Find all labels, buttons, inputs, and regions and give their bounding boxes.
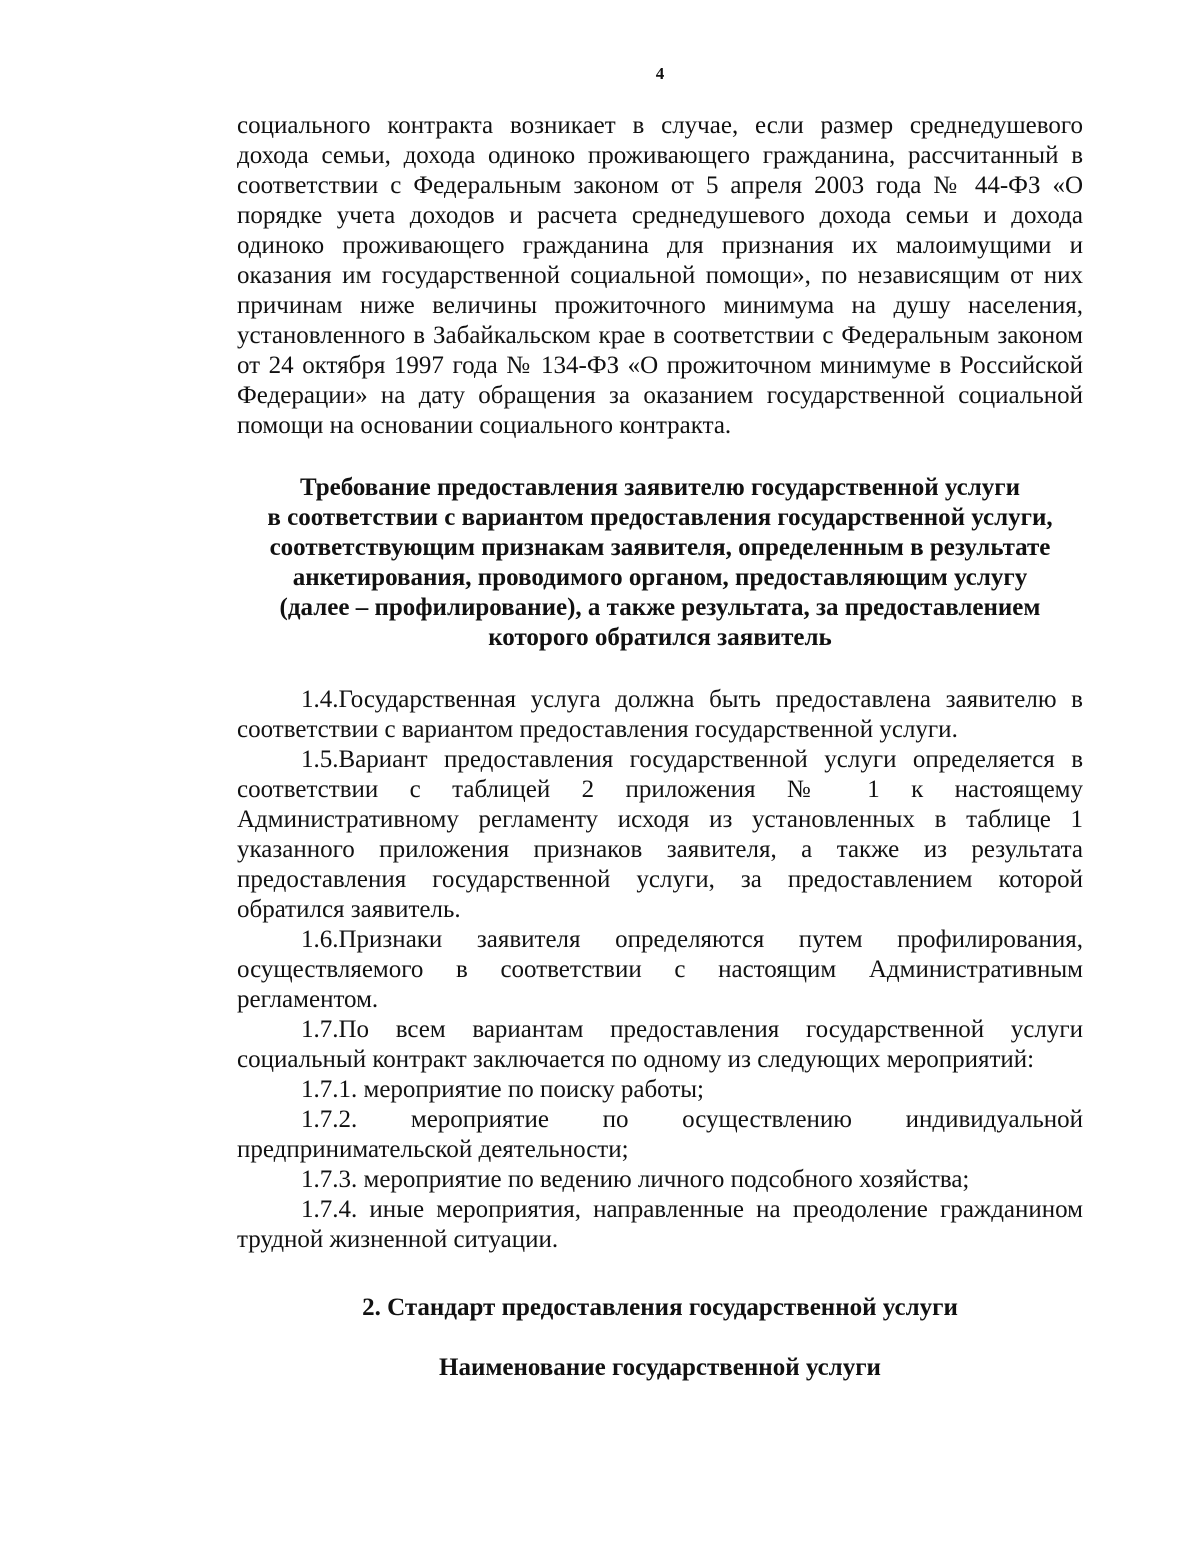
item-1-7-4: 1.7.4. иные мероприятия, направленные на преодоление гражданином трудной жизненной ситуации. bbox=[237, 1196, 1083, 1253]
requirement-heading-line: (далее – профилирование), а также результата, за предоставлением bbox=[279, 594, 1041, 621]
item-1-7-3: 1.7.3. мероприятие по ведению личного подсобного хозяйства; bbox=[301, 1166, 970, 1193]
requirement-heading-line: которого обратился заявитель bbox=[488, 624, 832, 651]
section-heading: 2. Стандарт предоставления государственной услуги bbox=[362, 1294, 958, 1321]
page-number: 4 bbox=[655, 64, 665, 83]
intro-paragraph: социального контракта возникает в случае, если размер среднедушевого дохода семьи, дохода одиноко проживающего гражданина, рассчитанный в соответствии с Федеральным законом от 5 апреля 2003 года № 44-ФЗ «О порядке учета доходов и расчета среднедушевого дохода семьи и дохода одиноко проживающего гражданина для признания их малоимущими и оказания им государственной социальной помощи», по независящим от них причинам ниже величины прожиточного минимума на душу населения, установленного в Забайкальском крае в соответствии с Федеральным законом от 24 октября 1997 года № 134-ФЗ «О прожиточном минимуме в Российской Федерации» на дату обращения за оказанием государственной социальной помощи на основании социального контракта. bbox=[237, 112, 1083, 439]
requirement-heading-line: в соответствии с вариантом предоставления государственной услуги, bbox=[267, 504, 1053, 531]
requirement-heading bbox=[237, 473, 1083, 653]
item-1-5: 1.5.Вариант предоставления государственной услуги определяется в соответствии с таблицей 2 приложения № 1 к настоящему Административному регламенту исходя из установленных в таблице 1 указанного приложения признаков заявителя, а также из результата предоставления государственной услуги, за предоставлением которой обратился заявитель. bbox=[237, 746, 1083, 923]
requirement-heading-line: Требование предоставления заявителю государственной услуги bbox=[300, 474, 1020, 501]
document-body bbox=[237, 111, 1083, 1383]
subsection-heading: Наименование государственной услуги bbox=[439, 1354, 881, 1381]
item-1-6: 1.6.Признаки заявителя определяются путем профилирования, осуществляемого в соответствии с настоящим Административным регламентом. bbox=[237, 926, 1083, 1013]
item-1-7: 1.7.По всем вариантам предоставления государственной услуги социальный контракт заключается по одному из следующих мероприятий: bbox=[237, 1016, 1083, 1073]
requirement-heading-line: анкетирования, проводимого органом, предоставляющим услугу bbox=[292, 564, 1028, 591]
requirement-heading-line: соответствующим признакам заявителя, определенным в результате bbox=[269, 534, 1051, 561]
item-1-4: 1.4.Государственная услуга должна быть предоставлена заявителю в соответствии с вариантом предоставления государственной услуги. bbox=[237, 686, 1083, 743]
item-1-7-1: 1.7.1. мероприятие по поиску работы; bbox=[301, 1076, 705, 1103]
item-1-7-2: 1.7.2. мероприятие по осуществлению индивидуальной предпринимательской деятельности; bbox=[237, 1106, 1083, 1163]
